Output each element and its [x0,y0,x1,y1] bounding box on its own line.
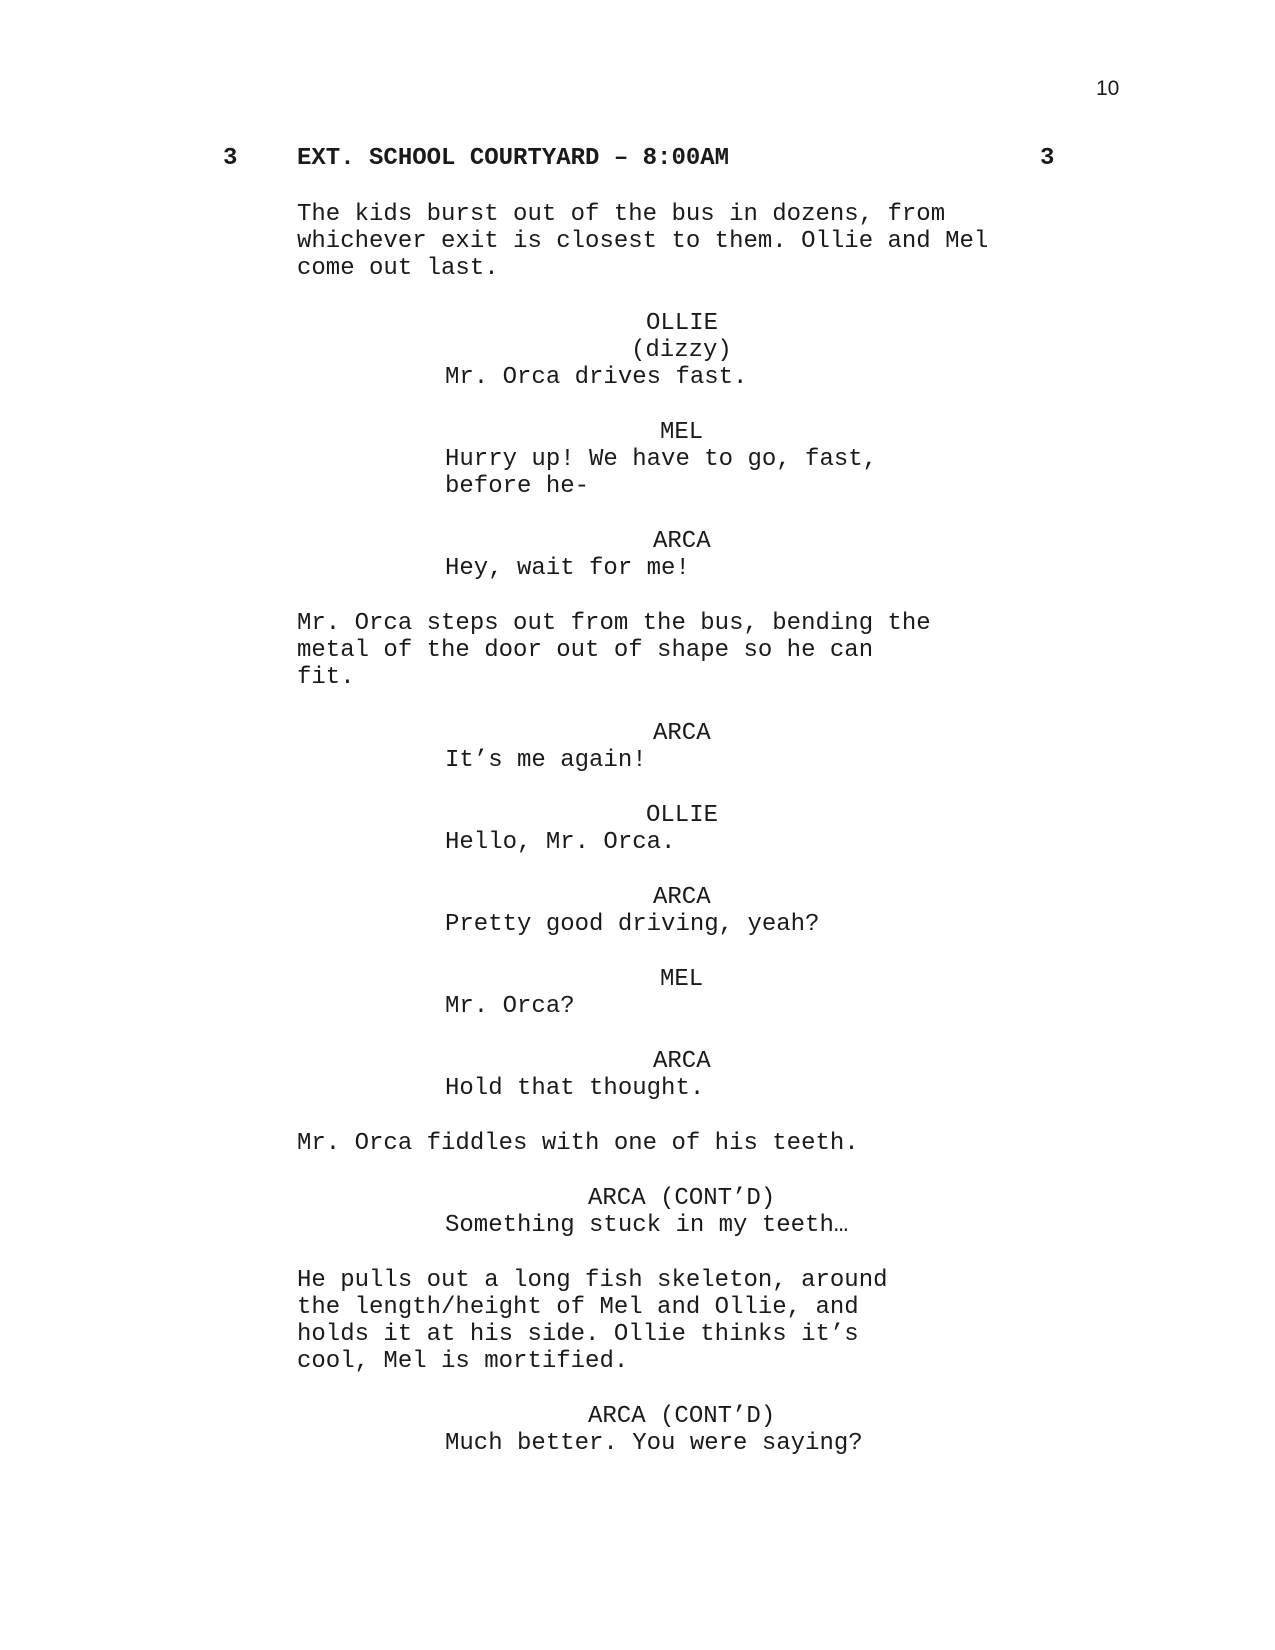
page-number: 10 [1096,77,1120,100]
parenthetical: (dizzy) [631,337,732,364]
scene-heading: EXT. SCHOOL COURTYARD – 8:00AM [297,145,730,172]
action-line: the length/height of Mel and Ollie, and [297,1294,859,1321]
character-name: OLLIE [646,310,719,337]
action-line: come out last. [297,255,499,282]
character-name: ARCA [653,1048,711,1075]
action-line: whichever exit is closest to them. Ollie and Mel [297,228,989,255]
action-line: fit. [297,664,355,691]
action-line: He pulls out a long fish skeleton, around [297,1267,888,1294]
action-line: Mr. Orca steps out from the bus, bending the [297,610,931,637]
character-name: ARCA [653,720,711,747]
character-name: MEL [660,966,704,993]
action-line: The kids burst out of the bus in dozens, from [297,201,946,228]
action-line: cool, Mel is mortified. [297,1348,629,1375]
character-name: ARCA (CONT’D) [588,1403,776,1430]
dialogue-line: before he- [445,473,590,500]
character-name: ARCA (CONT’D) [588,1185,776,1212]
scene-number-left: 3 [223,145,238,172]
dialogue-line: Hello, Mr. Orca. [445,829,676,856]
dialogue-line: Hurry up! We have to go, fast, [445,446,878,473]
dialogue-line: Mr. Orca? [445,993,575,1020]
character-name: OLLIE [646,802,719,829]
dialogue-line: It’s me again! [445,747,647,774]
dialogue-line: Hold that thought. [445,1075,705,1102]
dialogue-line: Pretty good driving, yeah? [445,911,820,938]
action-line: holds it at his side. Ollie thinks it’s [297,1321,859,1348]
character-name: ARCA [653,884,711,911]
dialogue-line: Hey, wait for me! [445,555,690,582]
action-line: Mr. Orca fiddles with one of his teeth. [297,1130,859,1157]
dialogue-line: Much better. You were saying? [445,1430,863,1457]
dialogue-line: Mr. Orca drives fast. [445,364,748,391]
scene-number-right: 3 [1040,145,1055,172]
character-name: ARCA [653,528,711,555]
dialogue-line: Something stuck in my teeth… [445,1212,849,1239]
character-name: MEL [660,419,704,446]
action-line: metal of the door out of shape so he can [297,637,874,664]
